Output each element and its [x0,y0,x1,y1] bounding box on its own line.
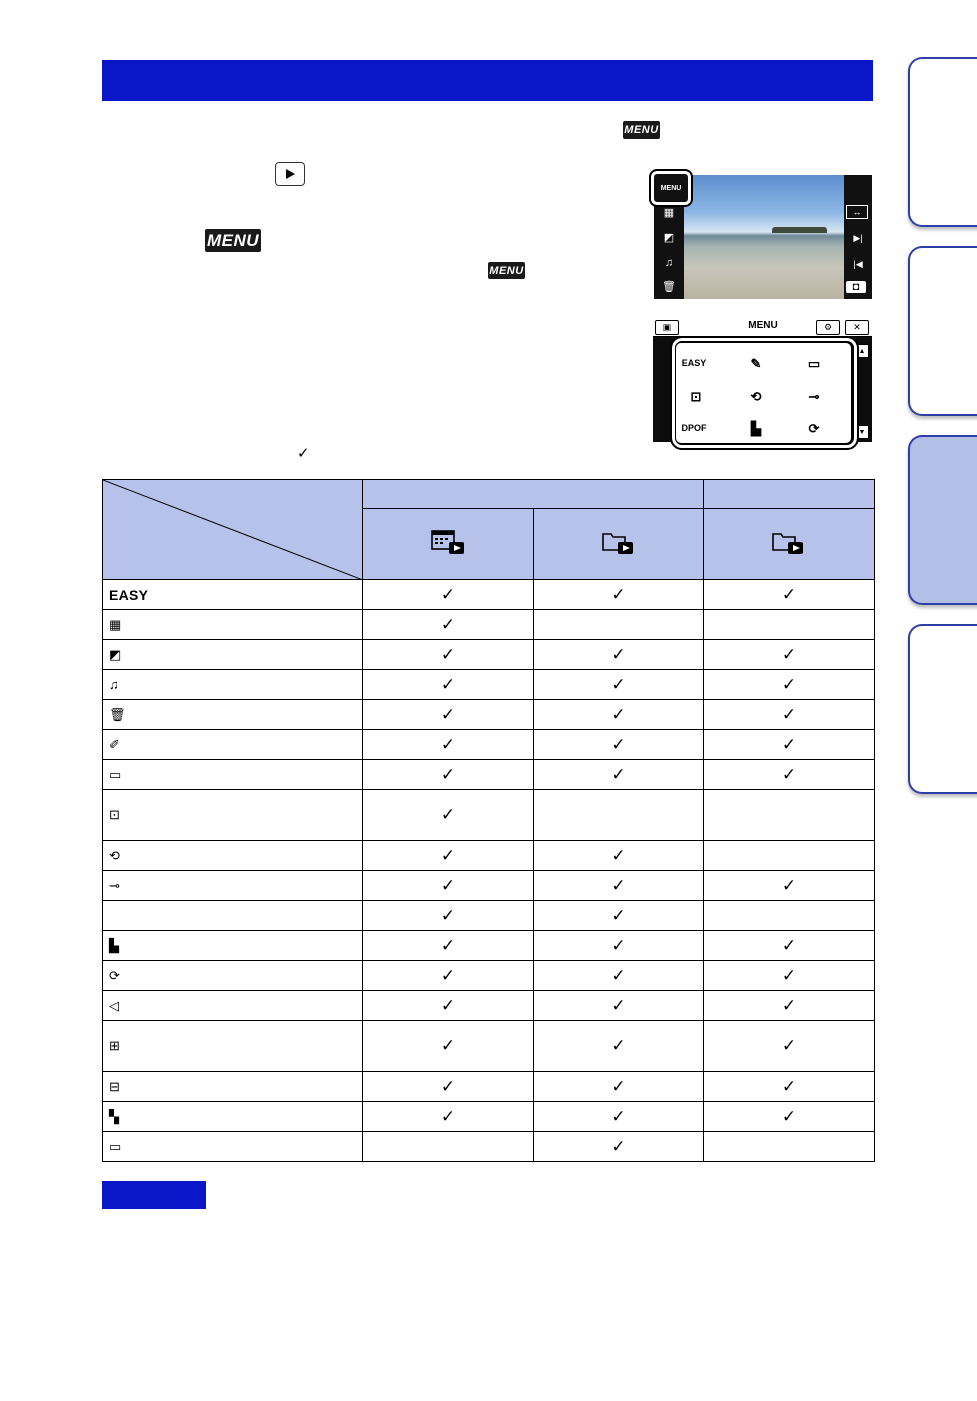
row-label-cell [103,1072,363,1102]
check-cell-col-3 [704,790,875,841]
row-label-cell [103,991,363,1021]
row-label-cell [103,790,363,841]
menu-badge-inline-2: MENU [488,262,525,279]
check-cell-col-3 [704,610,875,640]
check-cell-col-2: ✓ [534,1102,704,1132]
check-cell-col-1 [363,1132,534,1162]
side-tab-2[interactable] [908,246,977,416]
beach-photo [684,175,844,299]
playback-button-icon [275,162,305,186]
check-cell-col-1: ✓ [363,760,534,790]
check-cell-col-2: ✓ [534,580,704,610]
row-label-cell [103,931,363,961]
check-cell-col-2 [534,610,704,640]
index-icon: ◩ [109,646,122,662]
menu-button-highlight[interactable]: MENU [651,171,691,205]
check-cell-col-2: ✓ [534,1072,704,1102]
check-cell-col-1: ✓ [363,670,534,700]
check-cell-col-3: ✓ [704,730,875,760]
display-icon[interactable]: ⊡ [690,389,702,404]
folder-icon: ▭ [109,1138,122,1154]
index-icon[interactable]: ◩ [663,232,675,244]
header-group-2 [704,480,875,509]
check-cell-col-1: ✓ [363,841,534,871]
protect-icon: ⊸ [109,877,120,893]
protect-icon[interactable]: ⊸ [808,389,820,404]
menu-badge-large: MENU [205,229,261,252]
table-row [103,790,875,841]
table-row [103,961,875,991]
check-cell-col-2: ✓ [534,961,704,991]
check-cell-col-1: ✓ [363,1021,534,1072]
calendar-icon[interactable]: ▦ [663,207,675,219]
toolbox-icon[interactable]: ▣ [655,320,679,335]
menu-screen-title: MENU [748,320,778,331]
check-cell-col-3 [704,1132,875,1162]
check-cell-col-1: ✓ [363,901,534,931]
easy-label: EASY [109,586,149,603]
check-cell-col-1: ✓ [363,640,534,670]
table-row [103,991,875,1021]
slideshow-icon[interactable]: ♫ [664,257,674,269]
row-label-cell [103,1021,363,1072]
paint-icon[interactable]: ✎ [750,356,762,371]
check-cell-col-3: ✓ [704,991,875,1021]
check-cell-col-2: ✓ [534,760,704,790]
print-icon: ▙ [109,937,119,953]
scroll-up-icon[interactable]: ▲ [855,344,869,358]
check-cell-col-1: ✓ [363,991,534,1021]
camera-menu-screen [653,318,872,442]
check-cell-col-2: ✓ [534,931,704,961]
check-cell-col-3: ✓ [704,640,875,670]
camera-icon[interactable]: ◘ [846,281,866,293]
check-cell-col-2 [534,790,704,841]
check-cell-col-3: ✓ [704,760,875,790]
check-cell-col-1: ✓ [363,1072,534,1102]
row-label-cell [103,841,363,871]
scroll-down-icon[interactable]: ▼ [855,425,869,439]
table-row [103,841,875,871]
row-label-cell [103,580,363,610]
row-label-cell [103,670,363,700]
next-icon[interactable]: ▶| [853,233,863,243]
check-cell-col-2: ✓ [534,901,704,931]
rotate2-icon[interactable]: ⟳ [808,421,820,436]
table-row [103,871,875,901]
check-cell-col-1: ✓ [363,730,534,760]
table-row [103,640,875,670]
calendar-icon: ▦ [109,616,122,632]
rotate-icon: ⟲ [109,847,120,863]
table-row [103,760,875,790]
row-label-cell [103,730,363,760]
row-label-cell [103,700,363,730]
row-label-cell [103,640,363,670]
check-cell-col-3: ✓ [704,700,875,730]
check-cell-col-1: ✓ [363,790,534,841]
check-cell-col-3: ✓ [704,670,875,700]
check-cell-col-3: ✓ [704,580,875,610]
check-cell-col-1: ✓ [363,580,534,610]
rotate2-icon: ⟳ [109,967,120,983]
retouch-icon[interactable]: ▭ [807,356,821,371]
check-cell-col-2: ✓ [534,841,704,871]
check-cell-col-1: ✓ [363,961,534,991]
check-cell-col-1: ✓ [363,931,534,961]
row-label-cell [103,760,363,790]
check-cell-col-3 [704,841,875,871]
retouch-icon: ▭ [109,766,122,782]
previous-icon[interactable]: |◀ [853,259,863,269]
table-row [103,1132,875,1162]
table-corner-cell [103,480,363,580]
availability-table [102,479,875,1162]
header-group-1 [363,480,704,509]
check-cell-col-3: ✓ [704,1072,875,1102]
settings-icon[interactable]: ⚙ [816,320,840,335]
paint-icon: ✐ [109,736,120,752]
table-row [103,700,875,730]
menu-badge-inline-1: MENU [623,121,660,139]
note-label-box [102,1181,206,1209]
check-cell-col-2: ✓ [534,871,704,901]
check-cell-col-3: ✓ [704,1021,875,1072]
display-off-icon: ⊟ [109,1078,120,1094]
menu-grid [673,340,854,446]
check-cell-col-1: ✓ [363,871,534,901]
check-cell-col-1: ✓ [363,1102,534,1132]
table-row [103,901,875,931]
header-folder-view-2-icon [704,509,875,580]
section-header-bar [102,60,873,101]
menu-item-dpof[interactable]: DPOF [681,423,707,433]
print-icon[interactable]: ▙ [751,421,761,436]
check-cell-col-3: ✓ [704,871,875,901]
check-cell-col-3: ✓ [704,1102,875,1132]
row-label-cell [103,610,363,640]
table-row [103,670,875,700]
check-cell-col-3: ✓ [704,931,875,961]
header-date-view-icon [363,509,534,580]
display-icon: ⊡ [109,807,120,822]
check-cell-col-3 [704,901,875,931]
row-label-cell [103,961,363,991]
slideshow-icon: ♫ [109,677,119,692]
check-cell-col-2: ✓ [534,1132,704,1162]
table-row [103,931,875,961]
table-row [103,610,875,640]
check-cell-col-2: ✓ [534,640,704,670]
side-tab-4[interactable] [908,624,977,794]
table-row [103,1021,875,1072]
check-cell-col-2: ✓ [534,670,704,700]
check-cell-col-2: ✓ [534,1021,704,1072]
close-icon[interactable]: ✕ [845,320,869,335]
table-row [103,730,875,760]
row-label-cell [103,1102,363,1132]
side-tab-3-active[interactable] [908,435,977,605]
check-cell-col-2: ✓ [534,991,704,1021]
trash-icon: 🗑 [109,706,126,722]
check-cell-col-3: ✓ [704,961,875,991]
header-folder-view-icon [534,509,704,580]
row-label-cell [103,1132,363,1162]
check-cell-col-2: ✓ [534,730,704,760]
check-cell-col-1: ✓ [363,700,534,730]
check-cell-col-1: ✓ [363,610,534,640]
row-label-cell [103,871,363,901]
table-row [103,1102,875,1132]
display-on-icon: ⊞ [109,1038,120,1053]
check-cell-col-2: ✓ [534,700,704,730]
check-mark-inline: ✓ [297,445,310,462]
table-row [103,580,875,610]
menu-item-easy[interactable]: EASY [681,358,707,368]
zoom-icon[interactable]: ↔ [846,205,868,219]
rotate-icon[interactable]: ⟲ [750,389,762,404]
row-label-cell [103,901,363,931]
speaker-icon: ◁ [109,997,119,1013]
side-tab-1[interactable] [908,57,977,227]
checker-28-icon: ▚ [109,1108,119,1124]
table-row [103,1072,875,1102]
trash-icon[interactable]: 🗑 [662,281,676,293]
